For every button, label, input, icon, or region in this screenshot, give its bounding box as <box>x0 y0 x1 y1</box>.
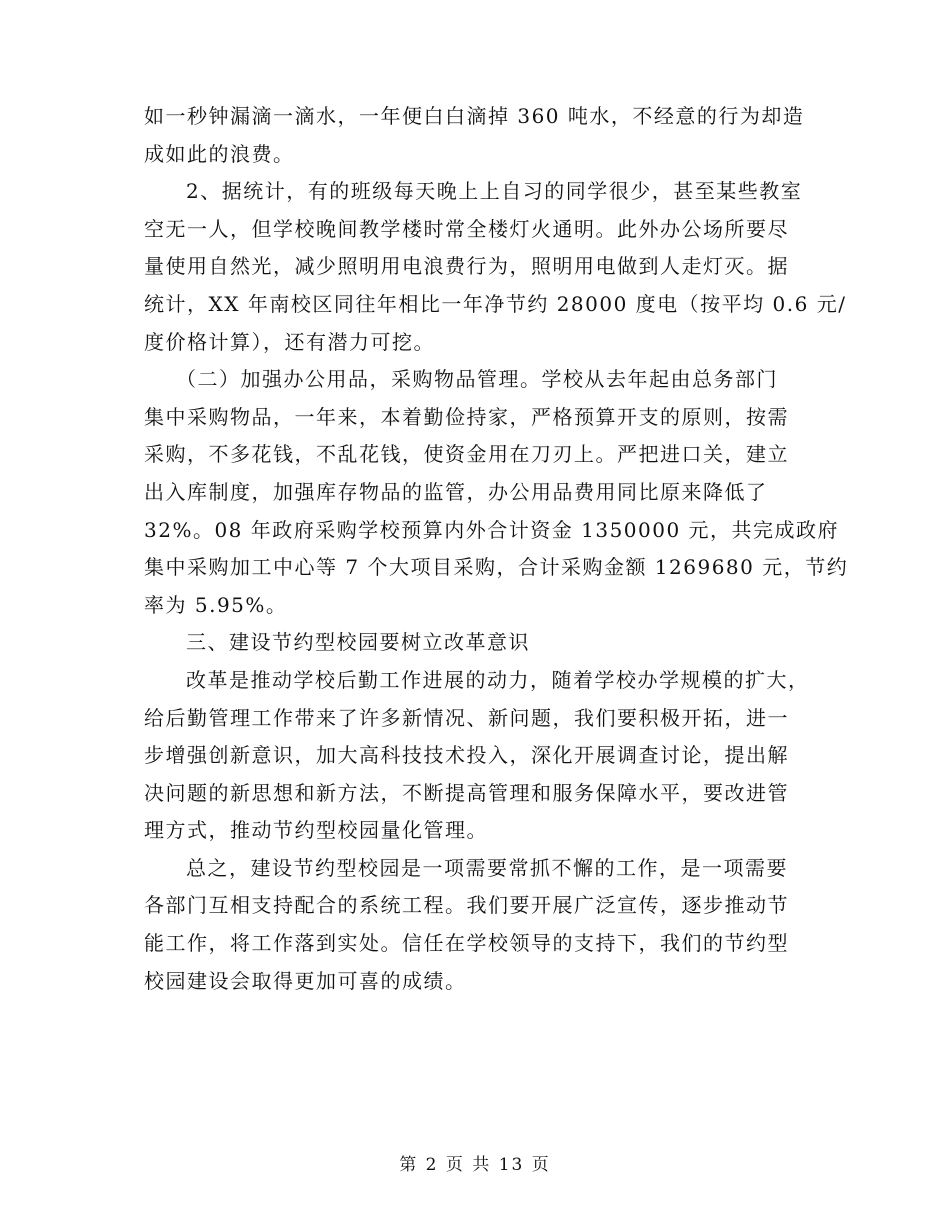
text-line: 量使用自然光，减少照明用电浪费行为，照明用电做到人走灯灭。据 <box>144 254 789 279</box>
text-line: 决问题的新思想和新方法，不断提高管理和服务保障水平，要改进管 <box>144 780 789 805</box>
text-line: 率为 5.95%。 <box>144 592 288 617</box>
text-line: 统计，XX 年南校区同往年相比一年净节约 28000 度电（按平均 0.6 元/ <box>144 291 847 316</box>
text-line: 各部门互相支持配合的系统工程。我们要开展广泛宣传，逐步推动节 <box>144 893 789 918</box>
text-line: 32%。08 年政府采购学校预算内外合计资金 1350000 元，共完成政府 <box>144 517 840 542</box>
text-line: 采购，不多花钱，不乱花钱，使资金用在刀刃上。严把进口关，建立 <box>144 442 789 467</box>
text-line: 集中采购物品，一年来，本着勤俭持家，严格预算开支的原则，按需 <box>144 404 789 429</box>
text-line: 理方式，推动节约型校园量化管理。 <box>144 818 488 843</box>
text-line: 度价格计算），还有潜力可挖。 <box>144 329 435 354</box>
paragraph-reform <box>144 662 814 850</box>
text-line: 改革是推动学校后勤工作进展的动力，随着学校办学规模的扩大， <box>186 667 810 692</box>
text-line: （二）加强办公用品，采购物品管理。学校从去年起由总务部门 <box>176 367 778 392</box>
text-line: 能工作，将工作落到实处。信任在学校领导的支持下，我们的节约型 <box>144 931 789 956</box>
paragraph-office-supplies <box>144 361 849 624</box>
text-line: 给后勤管理工作带来了许多新情况、新问题，我们要积极开拓，进一 <box>144 705 789 730</box>
text-line: 空无一人，但学校晚间教学楼时常全楼灯火通明。此外办公场所要尽 <box>144 216 789 241</box>
text-line: 2、据统计，有的班级每天晚上上自习的同学很少，甚至某些教室 <box>186 179 803 204</box>
document-body <box>144 98 849 1000</box>
text-line: 出入库制度，加强库存物品的监管，办公用品费用同比原来降低了 <box>144 479 768 504</box>
text-line: 成如此的浪费。 <box>144 141 295 166</box>
paragraph-electricity <box>144 173 847 361</box>
text-line: 步增强创新意识，加大高科技技术投入，深化开展调查讨论，提出解 <box>144 743 789 768</box>
text-line: 校园建设会取得更加可喜的成绩。 <box>144 968 467 993</box>
text-line: 总之，建设节约型校园是一项需要常抓不懈的工作，是一项需要 <box>186 855 788 880</box>
paragraph-conclusion <box>144 850 814 1000</box>
heading-line: 三、建设节约型校园要树立改革意识 <box>186 630 530 655</box>
text-line: 如一秒钟漏滴一滴水，一年便白白滴掉 360 吨水，不经意的行为却造 <box>144 104 805 128</box>
page-number-footer: 第 2 页 共 13 页 <box>399 1155 551 1175</box>
section-heading <box>144 624 814 662</box>
text-line: 集中采购加工中心等 7 个大项目采购，合计采购金额 1269680 元，节约 <box>144 555 849 580</box>
paragraph-water-waste <box>144 98 814 173</box>
